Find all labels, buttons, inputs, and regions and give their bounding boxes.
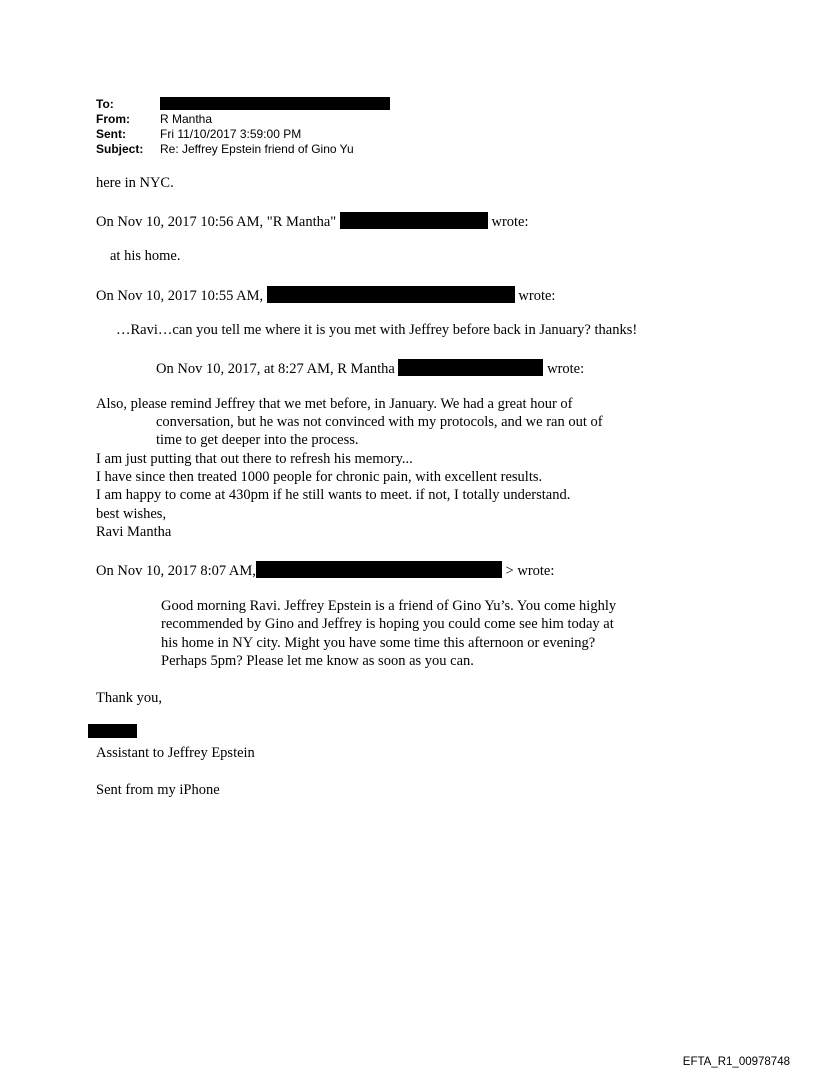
- quote-header-suffix: wrote:: [547, 361, 585, 377]
- from-label: From:: [96, 112, 130, 126]
- quoted-paragraph-line: Perhaps 5pm? Please let me know as soon as you can.: [161, 653, 474, 669]
- subject-value: Re: Jeffrey Epstein friend of Gino Yu: [160, 142, 354, 156]
- quote-header-suffix: wrote:: [518, 288, 556, 304]
- body-line: here in NYC.: [96, 175, 174, 191]
- quote-header-prefix: On Nov 10, 2017 8:07 AM,: [96, 563, 256, 579]
- body-paragraph-line: Also, please remind Jeffrey that we met before, in January. We had a great hour of: [96, 396, 573, 412]
- sent-label: Sent:: [96, 127, 126, 141]
- quote-header-suffix: wrote:: [491, 214, 529, 230]
- quoted-paragraph-line: Good morning Ravi. Jeffrey Epstein is a friend of Gino Yu’s. You come highly: [161, 598, 617, 614]
- quote-header-suffix: > wrote:: [505, 563, 555, 579]
- body-paragraph-line: time to get deeper into the process.: [156, 432, 359, 448]
- header-subject-row: [96, 142, 354, 156]
- closing-line: Thank you,: [96, 690, 163, 706]
- body-paragraph-line: I am happy to come at 430pm if he still wants to meet. if not, I totally understand.: [96, 487, 571, 503]
- redaction-bar: [398, 359, 543, 376]
- redaction-bar: [340, 212, 488, 229]
- redaction-bar: [256, 561, 502, 578]
- header-to-row: [96, 97, 390, 111]
- quoted-paragraph-line: his home in NY city. Might you have some time this afternoon or evening?: [161, 635, 596, 651]
- quote-header: [156, 359, 584, 378]
- body-paragraph-line: conversation, but he was not convinced with my protocols, and we ran out of: [156, 414, 603, 430]
- body-paragraph-line: I am just putting that out there to refresh his memory...: [96, 451, 413, 467]
- signature-title: Assistant to Jeffrey Epstein: [96, 745, 255, 761]
- header-from-row: [96, 112, 212, 126]
- quote-header-prefix: On Nov 10, 2017, at 8:27 AM, R Mantha: [156, 361, 395, 377]
- quote-header-prefix: On Nov 10, 2017 10:55 AM,: [96, 288, 264, 304]
- quote-header-prefix: On Nov 10, 2017 10:56 AM, "R Mantha": [96, 214, 337, 230]
- header-sent-row: [96, 127, 301, 141]
- quote-header: [96, 212, 529, 231]
- body-line: at his home.: [110, 248, 181, 264]
- to-label: To:: [96, 97, 114, 111]
- redaction-bar: [160, 97, 390, 110]
- from-value: R Mantha: [160, 112, 213, 126]
- redaction-bar: [88, 724, 137, 738]
- quoted-paragraph-line: recommended by Gino and Jeffrey is hoping you could come see him today at: [161, 616, 614, 632]
- body-paragraph-line: I have since then treated 1000 people for chronic pain, with excellent results.: [96, 469, 543, 485]
- quote-header: [96, 561, 554, 580]
- sent-value: Fri 11/10/2017 3:59:00 PM: [160, 127, 302, 141]
- subject-label: Subject:: [96, 142, 144, 156]
- body-paragraph-line: Ravi Mantha: [96, 524, 172, 540]
- sent-from-line: Sent from my iPhone: [96, 782, 220, 798]
- body-line: …Ravi…can you tell me where it is you met with Jeffrey before back in January? thanks!: [116, 322, 638, 338]
- body-paragraph-line: best wishes,: [96, 506, 167, 522]
- bates-number: EFTA_R1_00978748: [682, 1056, 790, 1068]
- quote-header: [96, 286, 555, 305]
- redaction-bar: [267, 286, 515, 303]
